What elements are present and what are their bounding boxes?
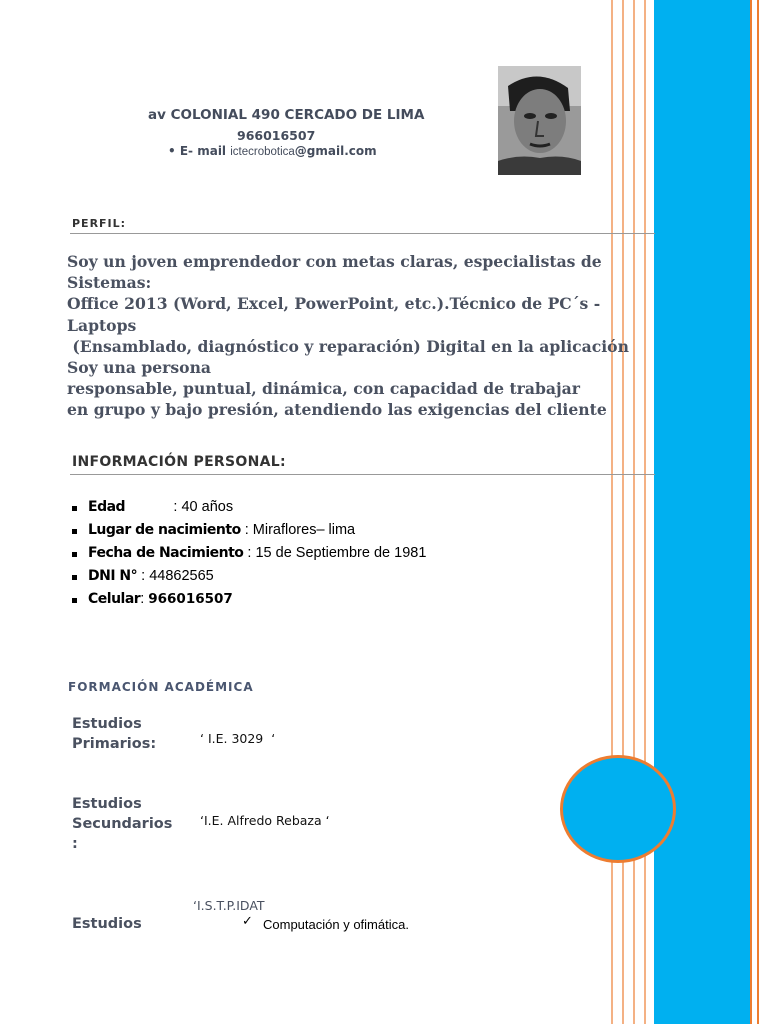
- perfil-line: en grupo y bajo presión, atendiendo las exigencias del cliente: [67, 400, 607, 420]
- personal-rule: [70, 474, 655, 475]
- bullet: •: [168, 144, 176, 158]
- person-icon: [498, 66, 581, 175]
- item-label: Lugar de nacimiento: [88, 522, 241, 538]
- perfil-line: Soy un joven emprendedor con metas claras, especialistas de: [67, 252, 602, 271]
- email-line: [168, 144, 377, 158]
- item-value: Miraflores– lima: [252, 522, 356, 538]
- item-value: 40 años: [181, 499, 234, 515]
- perfil-rule: [70, 233, 655, 234]
- perfil-paragraph: [67, 251, 657, 421]
- phone: 966016507: [237, 128, 316, 143]
- decor-circle: [560, 755, 676, 863]
- label-line: Estudios: [72, 716, 142, 732]
- personal-info-list: [72, 496, 426, 611]
- superiores-value: Computación y ofimática.: [263, 917, 409, 932]
- list-item: [72, 542, 426, 565]
- address: av COLONIAL 490 CERCADO DE LIMA: [148, 107, 425, 123]
- item-sep: :: [240, 522, 253, 538]
- superiores-institution: ‘I.S.T.P.IDAT: [193, 898, 265, 913]
- item-label: Celular: [88, 591, 141, 607]
- list-item: [72, 588, 426, 611]
- primarios-label: [72, 714, 156, 754]
- personal-heading: INFORMACIÓN PERSONAL:: [72, 454, 286, 470]
- item-sep: :: [243, 545, 256, 561]
- decor-blue-bar: [654, 0, 751, 1024]
- label-line: :: [72, 836, 78, 852]
- list-item: [72, 565, 426, 588]
- list-item: [72, 496, 426, 519]
- email-label: E- mail: [179, 144, 227, 158]
- item-sep: :: [140, 591, 149, 607]
- item-value: 15 de Septiembre de 1981: [255, 545, 427, 561]
- list-item: [72, 519, 426, 542]
- secundarios-value: ‘I.E. Alfredo Rebaza ‘: [200, 813, 330, 828]
- perfil-line: Soy una persona: [67, 358, 212, 378]
- decor-line-5: [750, 0, 752, 1024]
- label-line: Primarios:: [72, 736, 157, 752]
- perfil-heading: PERFIL:: [72, 217, 127, 230]
- decor-line-4: [644, 0, 646, 1024]
- decor-line-1: [611, 0, 613, 1024]
- email-domain: @gmail.com: [294, 144, 377, 158]
- email-user: ictecrobotica: [230, 146, 295, 158]
- profile-photo: [498, 66, 581, 175]
- item-label: DNI N°: [88, 568, 138, 584]
- perfil-line: Laptops: [67, 315, 137, 335]
- check-icon: ✓: [242, 914, 253, 929]
- item-value: 966016507: [148, 591, 233, 607]
- decor-line-6: [757, 0, 759, 1024]
- item-label: Edad: [88, 499, 126, 515]
- item-label: Fecha de Nacimiento: [88, 545, 244, 561]
- secundarios-label: [72, 794, 172, 854]
- item-value: 44862565: [149, 568, 214, 584]
- decor-line-3: [633, 0, 635, 1024]
- item-sep: :: [125, 499, 182, 515]
- superiores-label: Estudios: [72, 916, 142, 932]
- label-line: Estudios: [72, 796, 142, 812]
- perfil-line: Sistemas:: [67, 273, 152, 293]
- item-sep: :: [137, 568, 150, 584]
- formacion-heading: FORMACIÓN ACADÉMICA: [68, 680, 254, 694]
- label-line: Secundarios: [72, 816, 173, 832]
- perfil-line: Office 2013 (Word, Excel, PowerPoint, etc.).Técnico de PC´s -: [67, 294, 601, 314]
- perfil-line: responsable, puntual, dinámica, con capacidad de trabajar: [67, 379, 580, 399]
- primarios-value: ‘ I.E. 3029 ‘: [200, 731, 276, 746]
- decor-line-2: [622, 0, 624, 1024]
- perfil-line: (Ensamblado, diagnóstico y reparación) Digital en la aplicación: [67, 336, 629, 356]
